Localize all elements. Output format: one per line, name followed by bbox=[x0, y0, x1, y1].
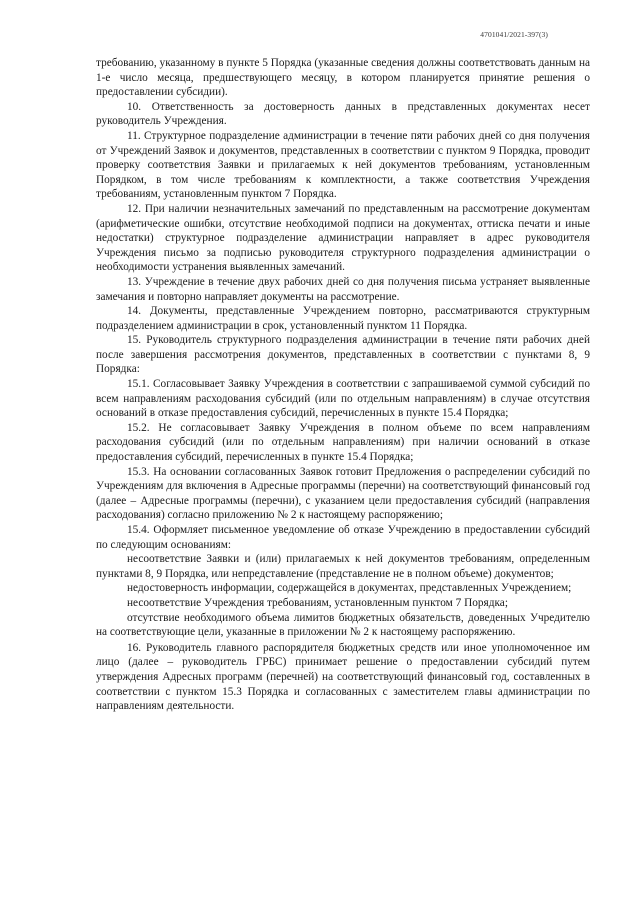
document-number: 4701041/2021-397(3) bbox=[480, 30, 548, 39]
paragraph-15-4: 15.4. Оформляет письменное уведомление об отказе Учреждению в предоставлении субсидий по следующим основаниям: bbox=[96, 524, 590, 551]
paragraph-15-2: 15.2. Не согласовывает Заявку Учреждения в полном объеме по всем направлениям расходования субсидий (или по отдельным направлениям) при наличии оснований в отказе предоставления субсидий, перечисленных в пункте 15.4 Порядка; bbox=[96, 421, 590, 464]
ground-item-1: несоответствие Заявки и (или) прилагаемых к ней документов требованиям, определенным пунктами 8, 9 Порядка, или непредставление (представление не в полном объеме) документов; bbox=[96, 553, 590, 580]
paragraph-15-1: 15.1. Согласовывает Заявку Учреждения в соответствии с запрашиваемой суммой субсидий по всем направлениям расходования субсидий (или по отдельным направлениям) в случае отсутствия оснований в отказе предоставления субсидий, перечисленных в пункте 15.4 Порядка; bbox=[96, 378, 590, 420]
document-body bbox=[96, 56, 590, 714]
paragraph-11: 11. Структурное подразделение администрации в течение пяти рабочих дней со дня получения от Учреждений Заявок и документов, представленных в соответствии с пунктом 9 Порядка, проводит проверку соответствия Заявки и прилагаемых к ней документов требованиям, установленным Порядком, в том числе требованиям к комплектности, а также соответствия Учреждения требованиям, установленным пунктом 7 Порядка. bbox=[96, 129, 590, 201]
paragraph-10: 10. Ответственность за достоверность данных в представленных документах несет руководитель Учреждения. bbox=[96, 100, 590, 128]
ground-item-4: отсутствие необходимого объема лимитов бюджетных обязательств, доведенных Учредителю на соответствующие цели, указанные в приложении № 2 к настоящему распоряжению. bbox=[96, 611, 590, 639]
paragraph-15: 15. Руководитель структурного подразделения администрации в течение пяти рабочих дней после завершения рассмотрения документов, представленных в соответствии с пунктами 8, 9 Порядка: bbox=[96, 334, 590, 376]
paragraph-15-3: 15.3. На основании согласованных Заявок готовит Предложения о распределении субсидий по Учреждениям для включения в Адресные программы (перечни) на соответствующий финансовый год (далее – Адресные программы (перечни), с указанием цели предоставления субсидий (направления расходования) согласно приложению № 2 к настоящему распоряжению; bbox=[96, 465, 590, 522]
paragraph-16: 16. Руководитель главного распорядителя бюджетных средств или иное уполномоченное им лицо (далее – руководитель ГРБС) принимает решение о предоставлении субсидий путем утверждения Адресных программ (перечней) на соответствующий финансовый год, составленных в соответствии с пунктом 15.3 Порядка и согласованных с заместителем главы администрации по направлениям деятельности. bbox=[96, 641, 590, 713]
paragraph-12: 12. При наличии незначительных замечаний по представленным на рассмотрение документам (арифметические ошибки, отсутствие необходимой подписи на документах, оттиска печати и иные недостатки) структурное подразделение администрации направляет в адрес руководителя Учреждения письмо за подписью руководителя структурного подразделения администрации о необходимости устранения выявленных замечаний. bbox=[96, 202, 590, 274]
ground-item-2: недостоверность информации, содержащейся в документах, представленных Учреждением; bbox=[127, 582, 572, 595]
ground-item-3: несоответствие Учреждения требованиям, установленным пунктом 7 Порядка; bbox=[127, 596, 508, 609]
paragraph-13: 13. Учреждение в течение двух рабочих дней со дня получения письма устраняет выявленные замечания и повторно направляет документы на рассмотрение. bbox=[96, 275, 590, 303]
paragraph-continuation: требованию, указанному в пункте 5 Порядка (указанные сведения должны соответствовать данным на 1-е число месяца, предшествующего месяцу, в котором планируется принятие решения о предоставлении субсидии). bbox=[96, 57, 590, 99]
paragraph-14: 14. Документы, представленные Учреждением повторно, рассматриваются структурным подразделением администрации в срок, установленный пунктом 11 Порядка. bbox=[96, 305, 590, 332]
